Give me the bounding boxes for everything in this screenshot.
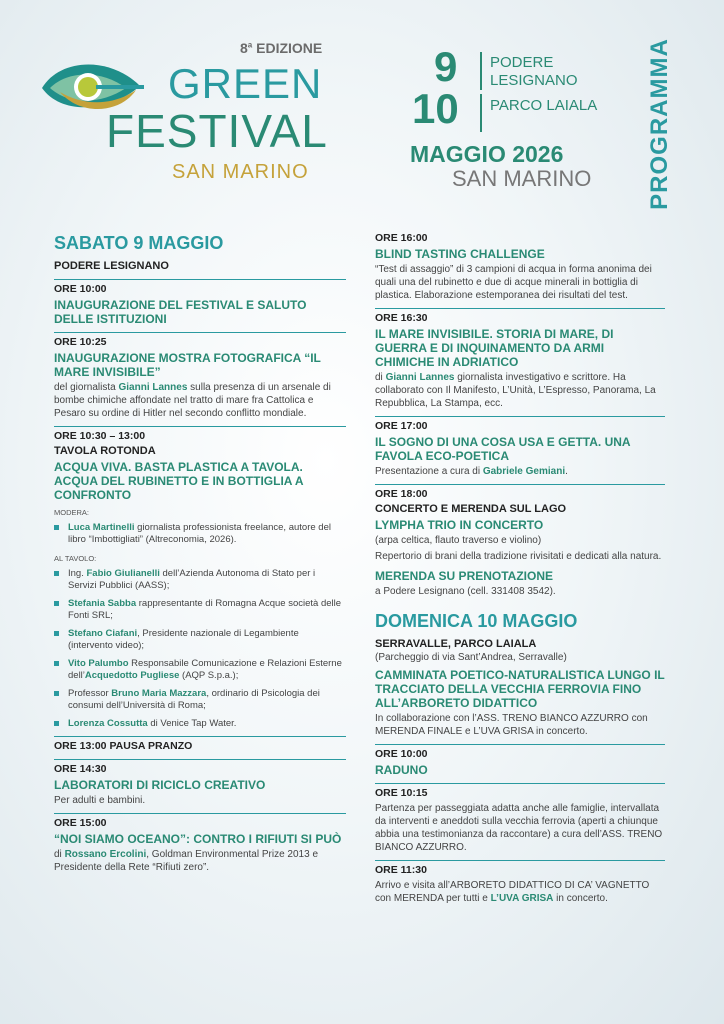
event-description: Partenza per passeggiata adatta anche alle famiglie, intervallata da interventi e aneddoti sulla vecchia ferrovia (aperti a chiunque abbia una testimonianza da raccontare) a cura dell’ASS. TRENO BIANCO AZZURRO. [375,803,663,853]
event-time: ORE 10:15 [375,787,428,799]
speaker-name: Fabio Giulianelli [86,568,160,579]
event [375,668,665,738]
event-time: ORE 10:00 [375,748,428,760]
programma-vertical-title: PROGRAMMA [646,38,673,210]
text: giornalista professionista freelance, autore del libro “Imbottigliati” (Altreconomia, 2026). [68,522,331,545]
speaker-name: Lorenza Cossutta [68,718,148,729]
venue-2: PARCO LAIALA [490,97,598,114]
event-time: ORE 11:30 [375,864,427,876]
text: in concerto. [553,893,608,904]
list-item [54,568,346,592]
venue-1: PODERE LESIGNANO [490,54,578,89]
text: Ing. [68,568,87,579]
text: (AQP S.p.a.); [179,670,239,681]
day-heading: DOMENICA 10 MAGGIO [375,611,578,631]
speaker-name: Stefano Ciafani [68,628,138,639]
text: Responsabile Comunicazione e Relazioni Esterne dell’ [68,658,342,681]
text: Professor [68,688,112,699]
text: rappresentante di Romagna Acque società delle Fonti SRL; [68,598,342,621]
event-subtitle: TAVOLA ROTONDA [54,445,156,457]
event-title: MERENDA SU PRENOTAZIONE [375,569,554,583]
event-subtitle: CONCERTO E MERENDA SUL LAGO [375,503,567,515]
event-title: “NOI SIAMO OCEANO”: CONTRO I RIFIUTI SI PUÒ [54,832,342,846]
event [375,484,665,598]
list-item [54,522,346,546]
speaker-name: Vito Palumbo [68,658,129,669]
event-description: (arpa celtica, flauto traverso e violino) [375,535,542,546]
event-title: IL MARE INVISIBILE. STORIA DI MARE, DI GUERRA E DI INQUINAMENTO DA ARMI CHIMICHE IN ADRIATICO [375,327,614,369]
event [375,860,665,905]
speaker-name: Gianni Lannes [118,382,188,393]
festival-name-festival: FESTIVAL [106,105,328,157]
divider [480,94,482,132]
event-time: ORE 10:00 [54,283,107,295]
day-location: SERRAVALLE, PARCO LAIALA [375,638,537,650]
event-time: ORE 17:00 [375,420,428,432]
event-description: “Test di assaggio” di 3 campioni di acqua in forma anonima dei quali una del rubinetto e due di acque minerali in bottiglia di plastica. Elaborazione estemporanea dei risultati del test. [375,264,652,301]
event [54,426,346,730]
event-title: INAUGURAZIONE MOSTRA FOTOGRAFICA “IL MARE INVISIBILE” [54,351,321,379]
text: dell’Azienda Autonoma di Stato per i Servizi Pubblici (AASS); [68,568,316,591]
edition-superscript: a [247,40,253,50]
date-month: MAGGIO 2026 [410,141,564,167]
event-title: BLIND TASTING CHALLENGE [375,247,545,261]
event [375,783,665,854]
event-title: INAUGURAZIONE DEL FESTIVAL E SALUTO DELLE ISTITUZIONI [54,298,307,326]
event [375,416,665,478]
event-description [375,371,665,410]
text: , Goldman Environmental Prize 2013 e Presidente della Rete “Rifiuti zero”. [54,849,319,873]
list-item [54,598,346,622]
text: del giornalista [54,382,119,393]
text: . [565,466,568,477]
event [54,759,346,807]
event-time: ORE 10:25 [54,336,107,348]
date-place: SAN MARINO [452,166,592,191]
list-item [54,688,346,712]
text: , ordinario di Psicologia dei consumi dell’Università di Roma; [68,688,320,711]
panel-label: AL TAVOLO: [54,554,97,563]
event-description [54,848,346,874]
edition-label [240,40,322,56]
festival-name-green: GREEN [168,60,323,107]
event-description [375,879,665,905]
event-title: RADUNO [375,763,428,777]
event-description [54,381,346,420]
location-note: (Parcheggio di via Sant’Andrea, Serravalle) [375,652,567,663]
moderator-label: MODERA: [54,508,90,517]
event-description [375,465,665,478]
event-description: a Podere Lesignano (cell. 331408 3542). [375,586,556,597]
event-title: LYMPHA TRIO IN CONCERTO [375,518,544,532]
list-item [54,628,346,652]
text: Presentazione a cura di [375,466,483,477]
text: di Venice Tap Water. [147,718,237,729]
festival-location: SAN MARINO [172,161,309,183]
event [375,232,665,302]
column-right [375,232,665,905]
event-time: ORE 14:30 [54,763,107,775]
text: , Presidente nazionale di Legambiente (intervento video); [68,628,299,651]
event-time: ORE 16:00 [375,232,428,244]
speaker-name: Gianni Lannes [385,372,455,383]
event-description: Per adulti e bambini. [54,795,146,806]
date-day-2: 10 [412,85,459,132]
event [375,308,665,410]
speaker-name: Gabriele Gemiani [482,466,566,477]
edition-word: EDIZIONE [256,40,323,56]
organization-name: Acquedotto Pugliese [84,670,180,681]
event-time: ORE 18:00 [375,488,428,500]
band-name: L’UVA GRISA [490,893,554,904]
event [54,813,346,874]
day-location: PODERE LESIGNANO [54,260,169,272]
text: giornalista investigativo e scrittore. Ha collaborato con Il Manifesto, L’Unità, L’Espresso, Panorama, La Repubblica, La Stampa, ecc. [375,372,656,409]
event [54,279,346,326]
event-description: Repertorio di brani della tradizione rivisitati e dedicati alla natura. [375,551,662,562]
text: di [375,372,386,383]
event [375,744,665,777]
event-time: ORE 15:00 [54,817,107,829]
event-time: ORE 16:30 [375,312,428,324]
event-title: LABORATORI DI RICICLO CREATIVO [54,778,266,792]
divider [480,52,482,90]
date-day-1: 9 [434,43,458,90]
event [54,332,346,420]
event-description: In collaborazione con l’ASS. TRENO BIANCO AZZURRO con MERENDA FINALE e L’UVA GRISA in concerto. [375,713,648,737]
list-item [54,718,346,730]
text: sulla presenza di un arsenale di bombe chimiche affondate nel tratto di mare fra Cattolica e Pesaro su ordine di Hitler nel secondo conflitto mondiale. [54,382,331,419]
event-title: CAMMINATA POETICO-NATURALISTICA LUNGO IL TRACCIATO DELLA VECCHIA FERROVIA FINO ALL’ARBORETO DIDATTICO [375,668,665,710]
speaker-name: Stefania Sabba [68,598,137,609]
text: di [54,849,65,860]
speaker-name: Bruno Maria Mazzara [111,688,207,699]
speaker-name: Luca Martinelli [68,522,135,533]
speaker-name: Rossano Ercolini [64,849,147,860]
event-time: ORE 13:00 PAUSA PRANZO [54,740,193,752]
day-heading: SABATO 9 MAGGIO [54,233,224,253]
text: Arrivo e visita all’ARBORETO DIDATTICO DI CA’ VAGNETTO con MERENDA per tutti e [375,880,650,904]
event [54,736,346,753]
list-item [54,658,346,682]
edition-number: 8 [240,40,248,56]
event-title: ACQUA VIVA. BASTA PLASTICA A TAVOLA. ACQUA DEL RUBINETTO E IN BOTTIGLIA A CONFRONTO [54,460,304,502]
column-left [54,232,346,874]
event-time: ORE 10:30 – 13:00 [54,430,146,442]
event-title: IL SOGNO DI UNA COSA USA E GETTA. UNA FAVOLA ECO-POETICA [375,435,631,463]
